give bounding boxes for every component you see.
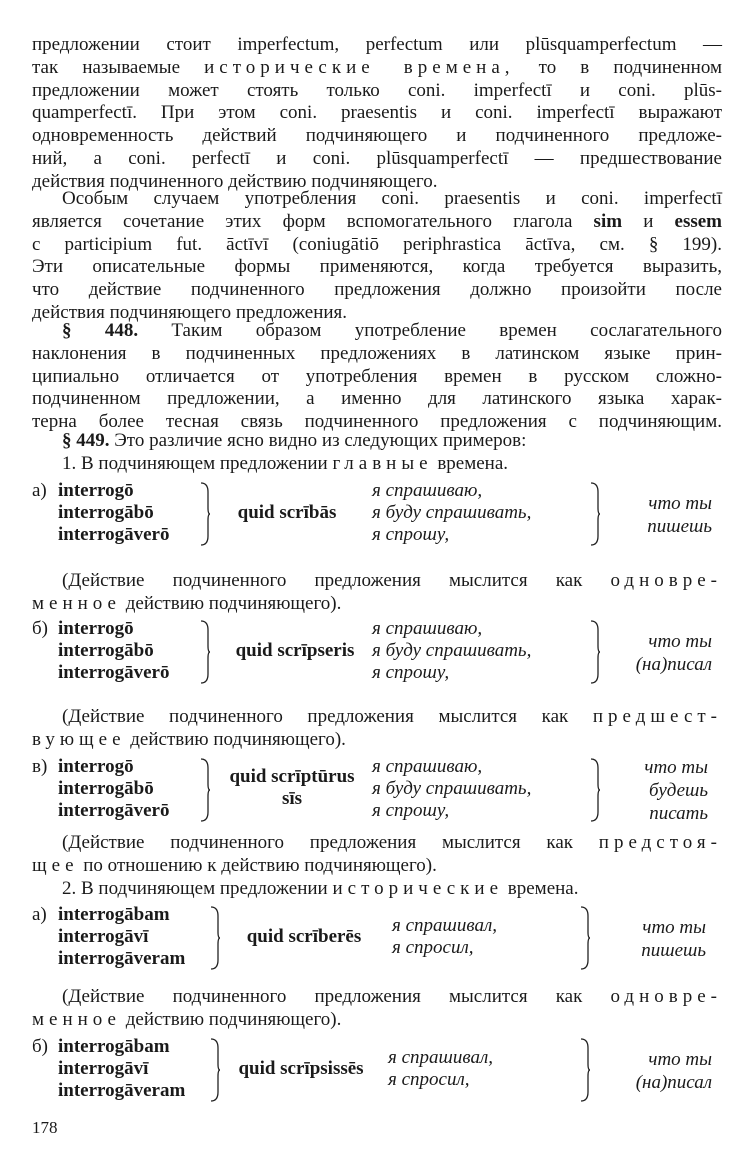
right-brace-icon (210, 1038, 220, 1102)
text-line: подчиненном предложении, а именно для латинского языка харак- (32, 388, 722, 410)
paragraph-historical-tenses (32, 34, 722, 194)
text-line: менное действию подчиняющего). (32, 1008, 342, 1030)
note-2a (32, 986, 722, 1032)
text-line: вующее действию подчиняющего). (32, 728, 346, 750)
verb-list: interrogō interrogābō interrogāverō (58, 756, 170, 821)
text-line: предложении может стоять только coni. imperfectī и coni. plūs- (32, 79, 722, 101)
text-line: § 448. Таким образом употребление времен сослагательного (62, 320, 723, 341)
text-line: наклонения в подчиненных предложениях в латинском языке прин- (32, 342, 722, 364)
example-2a: а) interrogābam interrogāvī interrogāveram quid scrīberēs я спрашивал, я спросил, что ты пишешь (32, 904, 706, 969)
text-line: действия подчиняющего предложения. (32, 301, 348, 323)
text-line: § 449. Это различие ясно видно из следующих примеров: (62, 430, 527, 451)
russian-translation: я спрашивал, я спросил, (392, 915, 498, 958)
russian-translation: я спрашиваю, я буду спрашивать, я спрошу, (372, 756, 532, 821)
example-1a: а) interrogō interrogābō interrogāverō quid scrībās я спрашиваю, я буду спрашивать, я спрошу, что ты пишешь (32, 480, 712, 545)
right-brace-icon (590, 758, 600, 822)
text-line: ний, а coni. perfectī и coni. plūsquamperfectī — предшествование (32, 147, 722, 169)
russian-translation: я спрашивал, я спросил, (388, 1047, 494, 1090)
right-brace-icon (210, 906, 220, 970)
text-line: что действие подчиненного предложения должно произойти после (32, 279, 722, 301)
right-brace-icon (580, 906, 590, 970)
text-line: Особым случаем употребления coni. praesentis и coni. imperfectī (62, 188, 722, 209)
latin-clause: quid scrīberēs (246, 926, 362, 947)
text-line: Эти описательные формы применяются, когда требуется выразить, (32, 256, 722, 278)
text-line: (Действие подчиненного предложения мыслится как предстоя- (62, 832, 722, 853)
text-line: действия подчиненного действию подчиняющего. (32, 170, 438, 192)
verb-list: interrogābam interrogāvī interrogāveram (58, 904, 186, 969)
example-1c: в) interrogō interrogābō interrogāverō quid scrīptūrus sīs я спрашиваю, я буду спрашивать, я спрошу, что ты будешь писать (32, 756, 708, 824)
note-1b (32, 706, 722, 752)
verb-list: interrogō interrogābō interrogāverō (58, 480, 170, 545)
right-brace-icon (590, 620, 600, 684)
russian-gloss: что ты будешь писать (644, 757, 708, 824)
note-1c (32, 832, 722, 900)
right-brace-icon (200, 482, 210, 546)
text-line: quamperfectī. При этом coni. praesentis и coni. imperfectī выражают (32, 102, 722, 124)
note-1a (32, 570, 722, 616)
russian-gloss: что ты (на)писал (635, 631, 712, 675)
text-line: одновременность действий подчиняющего и подчиненного предложе- (32, 125, 722, 147)
text-line: менное действию подчиняющего). (32, 592, 342, 614)
example-1b: б) interrogō interrogābō interrogāverō quid scrīpseris я спрашиваю, я буду спрашивать, я спрошу, что ты (на)писал (32, 618, 712, 683)
russian-translation: я спрашиваю, я буду спрашивать, я спрошу, (372, 480, 532, 545)
latin-clause: quid scrīptūrus sīs (229, 766, 355, 809)
section-2-heading: 2. В подчиняющем предложении исторические времена. (62, 877, 579, 899)
latin-clause: quid scrīpsissēs (238, 1058, 364, 1079)
latin-clause: quid scrībās (237, 502, 337, 523)
section-448 (32, 320, 722, 434)
text-line: (Действие подчиненного предложения мыслится как предшест- (62, 706, 723, 727)
latin-clause: quid scrīpseris (235, 640, 355, 661)
text-line: щее по отношению к действию подчиняющего). (32, 854, 437, 876)
verb-list: interrogō interrogābō interrogāverō (58, 618, 170, 683)
section-449 (32, 430, 722, 476)
text-line: с participium fut. āctīvī (coniugātiō periphrastica āctīva, см. § 199). (32, 233, 722, 255)
page-number: 178 (32, 1118, 58, 1137)
russian-gloss: что ты пишешь (647, 493, 712, 537)
russian-translation: я спрашиваю, я буду спрашивать, я спрошу, (372, 618, 532, 683)
text-line: терна более тесная связь подчиненного предложения с подчиняющим. (32, 411, 722, 433)
russian-gloss: что ты (на)писал (635, 1049, 712, 1093)
russian-gloss: что ты пишешь (641, 917, 706, 961)
text-line: предложении стоит imperfectum, perfectum или plūsquamperfectum — (32, 34, 722, 55)
paragraph-periphrastic (32, 188, 722, 325)
text-line: является сочетание этих форм вспомогательного глагола sim и essem (32, 210, 723, 232)
example-2b: б) interrogābam interrogāvī interrogāveram quid scrīpsissēs я спрашивал, я спросил, что ты (на)писал (32, 1036, 712, 1101)
text-line: (Действие подчиненного предложения мыслится как одновре- (62, 986, 723, 1007)
text-line: так называемые исторические времена, то в подчиненном (32, 56, 723, 78)
text-line: ципиально отличается от употребления времен в русском сложно- (32, 365, 722, 387)
text-line: (Действие подчиненного предложения мыслится как одновре- (62, 570, 723, 591)
verb-list: interrogābam interrogāvī interrogāveram (58, 1036, 186, 1101)
section-1-heading: 1. В подчиняющем предложении главные времена. (62, 452, 509, 474)
right-brace-icon (200, 758, 210, 822)
right-brace-icon (200, 620, 210, 684)
right-brace-icon (580, 1038, 590, 1102)
right-brace-icon (590, 482, 600, 546)
